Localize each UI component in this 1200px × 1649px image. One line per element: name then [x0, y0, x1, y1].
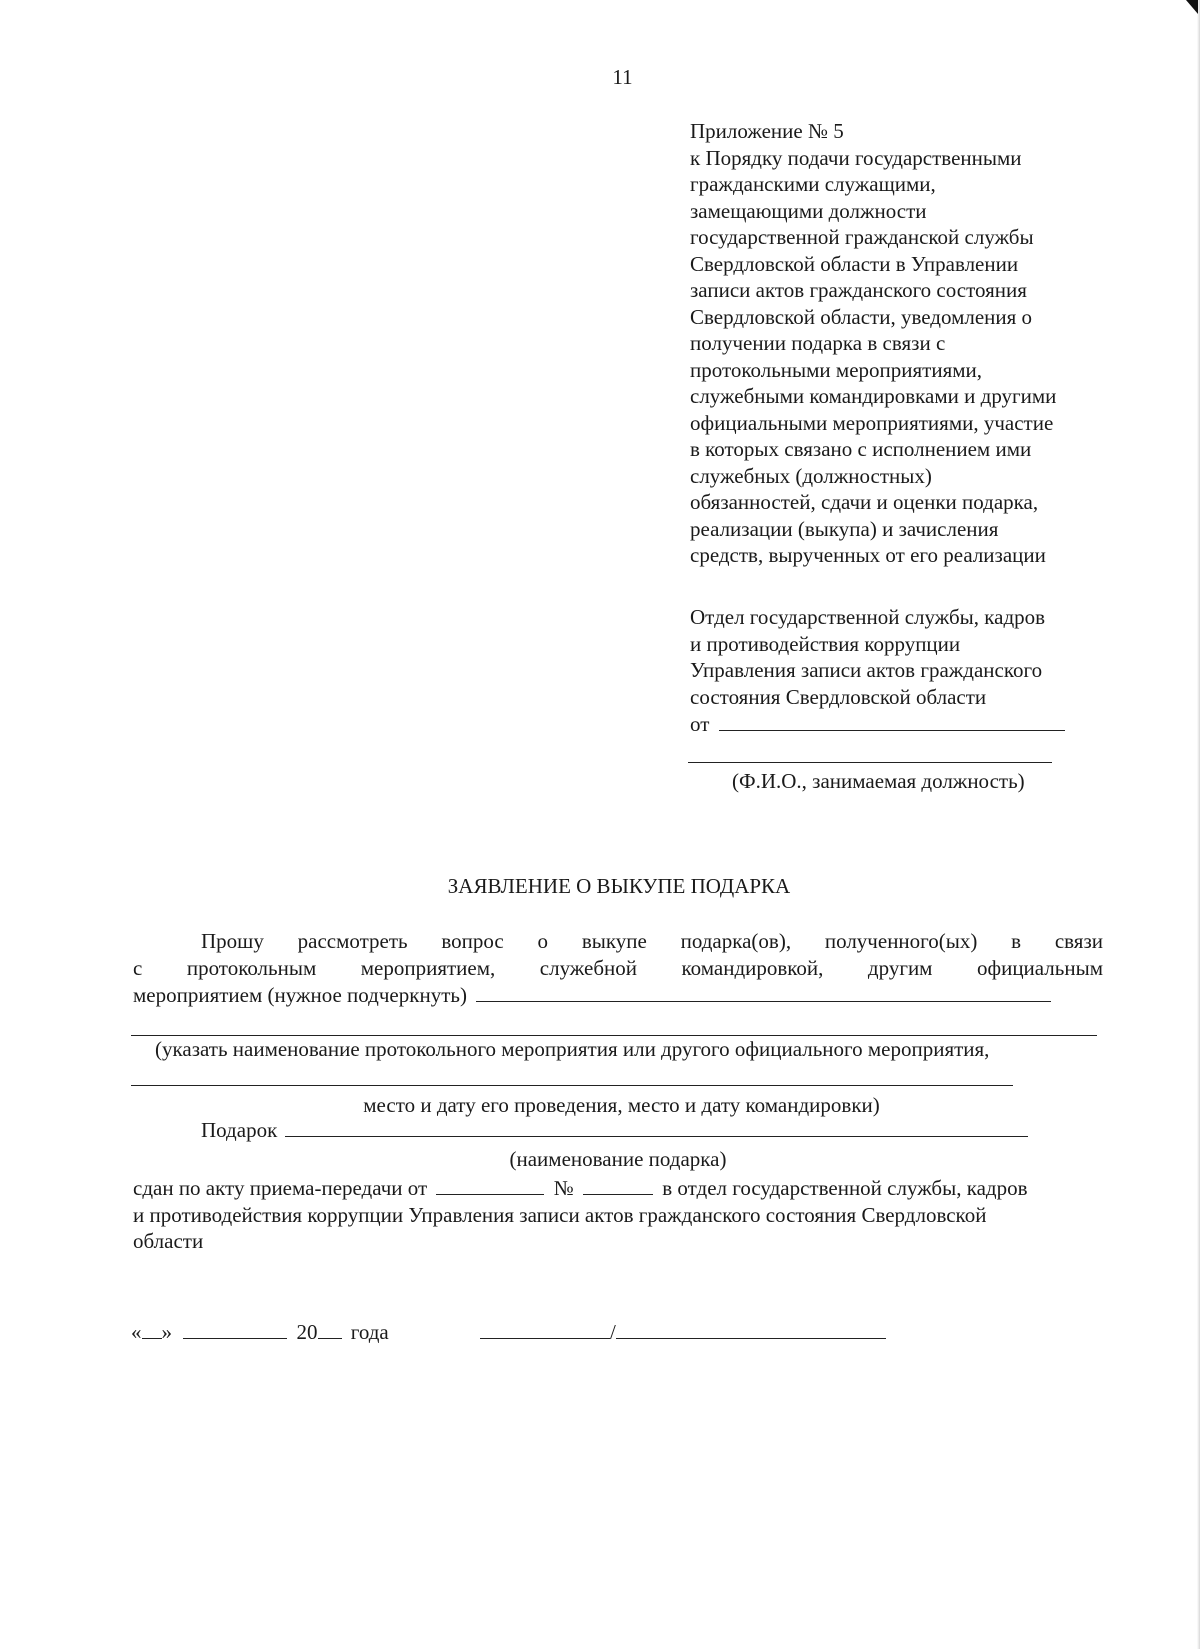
transfer-line-3: области — [133, 1229, 204, 1253]
year-prefix: 20 — [296, 1320, 318, 1344]
request-paragraph — [133, 928, 1103, 1009]
from-name-field[interactable] — [719, 710, 1065, 731]
appendix-line: обязанностей, сдачи и оценки подарка, — [690, 490, 1039, 514]
number-sign: № — [553, 1176, 574, 1200]
transfer-text-1: сдан по акту приема-передачи от — [133, 1176, 428, 1200]
event-caption-2: место и дату его проведения, место и дату командировки) — [363, 1093, 880, 1117]
event-caption-1: (указать наименование протокольного мероприятия или другого официального мероприятия, — [155, 1037, 990, 1061]
act-date-field[interactable] — [436, 1174, 544, 1195]
appendix-line: получении подарка в связи с — [690, 331, 946, 355]
act-number-field[interactable] — [583, 1174, 653, 1195]
appendix-line: протокольными мероприятиями, — [690, 357, 983, 382]
addressee-block — [690, 604, 1065, 738]
appendix-line: гражданскими служащими, — [690, 172, 936, 196]
appendix-line: служебными командировками и другими — [690, 384, 1057, 408]
request-line-3 — [133, 981, 1103, 1009]
signature-decryption-field[interactable] — [616, 1318, 886, 1339]
page-number: 11 — [612, 65, 633, 89]
scan-corner-mark — [1186, 0, 1198, 14]
month-field[interactable] — [183, 1318, 287, 1339]
fio-caption: (Ф.И.О., занимаемая должность) — [732, 769, 1025, 793]
document-title: ЗАЯВЛЕНИЕ О ВЫКУПЕ ПОДАРКА — [447, 874, 791, 898]
transfer-paragraph — [133, 1174, 1103, 1255]
event-field-line-3[interactable] — [131, 1085, 1013, 1086]
addressee-line: состояния Свердловской области — [690, 684, 987, 709]
transfer-text-2: в отдел государственной службы, кадров — [662, 1176, 1028, 1200]
position-field-line[interactable] — [688, 762, 1052, 763]
transfer-line-1 — [133, 1174, 1103, 1202]
appendix-line: замещающими должности — [690, 198, 927, 223]
appendix-line: записи актов гражданского состояния — [690, 278, 1027, 302]
signature-row — [131, 1318, 886, 1346]
request-line-1: Прошу рассмотреть вопрос о выкупе подарка(ов), полученного(ых) в связи — [201, 929, 1103, 953]
appendix-line: к Порядку подачи государственными — [690, 145, 1022, 170]
gift-row — [201, 1116, 1028, 1144]
addressee-line: Отдел государственной службы, кадров — [690, 605, 1046, 629]
appendix-block — [690, 118, 1056, 569]
appendix-line: Приложение № 5 — [690, 119, 844, 143]
transfer-line-2: и противодействия коррупции Управления записи актов гражданского состояния Свердловской — [133, 1202, 987, 1227]
signature-separator: / — [610, 1320, 616, 1344]
request-line-3-text: мероприятием (нужное подчеркнуть) — [133, 983, 467, 1007]
from-label: от — [690, 712, 710, 736]
year-suffix: года — [350, 1320, 389, 1344]
gift-label: Подарок — [201, 1118, 278, 1142]
gift-caption: (наименование подарка) — [509, 1147, 727, 1171]
appendix-line: Свердловской области, уведомления о — [690, 304, 1033, 329]
date-quote-open: « — [131, 1320, 142, 1344]
appendix-line: реализации (выкупа) и зачисления — [690, 516, 999, 541]
appendix-line: в которых связано с исполнением ими — [690, 437, 1032, 461]
appendix-line: средств, вырученных от его реализации — [690, 543, 1046, 567]
appendix-line: Свердловской области в Управлении — [690, 251, 1019, 276]
appendix-line: служебных (должностных) — [690, 463, 932, 488]
day-field[interactable] — [142, 1318, 162, 1339]
signature-field[interactable] — [480, 1318, 610, 1339]
request-line-2: с протокольным мероприятием, служебной командировкой, другим официальным — [133, 955, 1103, 980]
from-row — [690, 710, 1065, 738]
date-quote-close: » — [161, 1320, 172, 1344]
event-field[interactable] — [476, 981, 1051, 1002]
appendix-line: официальными мероприятиями, участие — [690, 410, 1054, 435]
gift-name-field[interactable] — [285, 1116, 1028, 1137]
year-field[interactable] — [318, 1318, 342, 1339]
addressee-line: и противодействия коррупции — [690, 631, 961, 656]
appendix-line: государственной гражданской службы — [690, 225, 1034, 249]
addressee-line: Управления записи актов гражданского — [690, 658, 1043, 682]
